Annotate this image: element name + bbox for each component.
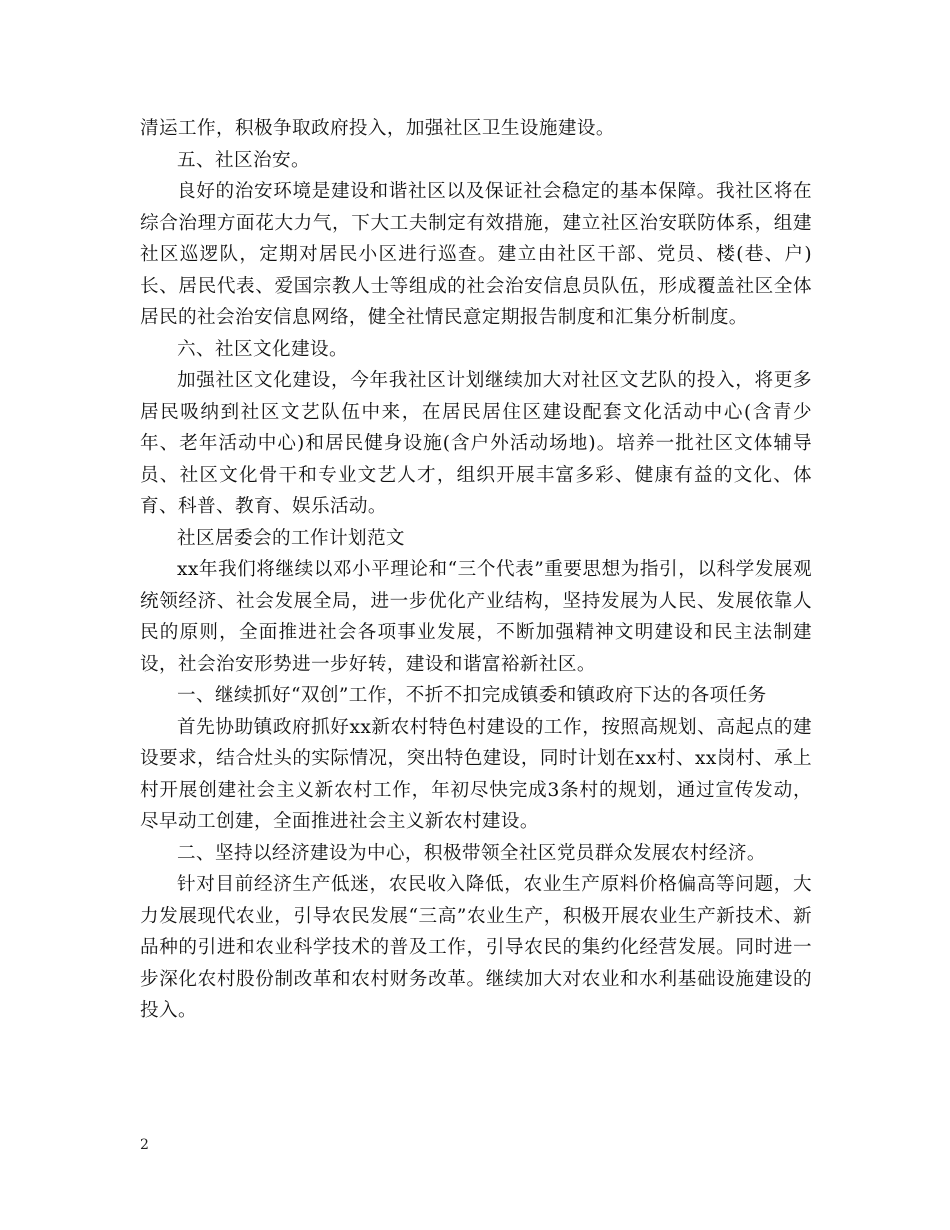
section-heading-shuangchuang: 一、继续抓好“双创”工作，不折不扣完成镇委和镇政府下达的各项任务 <box>177 685 767 706</box>
paragraph-new-countryside: 首先协助镇政府抓好xx新农村特色村建设的工作，按照高规划、高起点的建设要求，结合灶头的实际情况，突出特色建设，同时计划在xx村、xx岗村、承上村开展创建社会主义新农村工作，年初尽快完成3条村的规划，通过宣传发动，尽早动工创建，全面推进社会主义新农村建设。 <box>140 716 812 832</box>
paragraph-culture: 加强社区文化建设，今年我社区计划继续加大对社区文艺队的投入，将更多居民吸纳到社区文艺队伍中来，在居民居住区建设配套文化活动中心(含青少年、老年活动中心)和居民健身设施(含户外活动场地)。培养一批社区文体辅导员、社区文化骨干和专业文艺人才，组织开展丰富多彩、健康有益的文化、体育、科普、教育、娱乐活动。 <box>140 370 812 517</box>
article-title: 社区居委会的工作计划范文 <box>177 527 405 549</box>
section-heading-culture: 六、社区文化建设。 <box>177 338 348 360</box>
paragraph-agriculture: 针对目前经济生产低迷，农民收入降低，农业生产原料价格偏高等问题，大力发展现代农业，引导农民发展“三高”农业生产，积极开展农业生产新技术、新品种的引进和农业科学技术的普及工作，引导农民的集约化经营发展。同时进一步深化农村股份制改革和农村财务改革。继续加大对农业和水利基础设施建设的投入。 <box>140 874 812 1021</box>
section-heading-economy: 二、坚持以经济建设为中心，积极带领全社区党员群众发展农村经济。 <box>177 842 766 864</box>
page-number: 2 <box>140 1137 149 1153</box>
paragraph-public-security: 良好的治安环境是建设和谐社区以及保证社会稳定的基本保障。我社区将在综合治理方面花大力气，下大工夫制定有效措施，建立社区治安联防体系，组建社区巡逻队，定期对居民小区进行巡查。建立由社区干部、党员、楼(巷、户)长、居民代表、爱国宗教人士等组成的社会治安信息员队伍，形成覆盖社区全体居民的社会治安信息网络，健全社情民意定期报告制度和汇集分析制度。 <box>140 181 812 328</box>
document-body <box>140 113 812 1027</box>
paragraph-intro: xx年我们将继续以邓小平理论和“三个代表”重要思想为指引，以科学发展观统领经济、社会发展全局，进一步优化产业结构，坚持发展为人民、发展依靠人民的原则，全面推进社会各项事业发展，不断加强精神文明建设和民主法制建设，社会治安形势进一步好转，建设和谐富裕新社区。 <box>140 559 812 675</box>
section-heading-public-security: 五、社区治安。 <box>177 149 310 171</box>
paragraph-continuation: 清运工作，积极争取政府投入，加强社区卫生设施建设。 <box>140 118 615 139</box>
